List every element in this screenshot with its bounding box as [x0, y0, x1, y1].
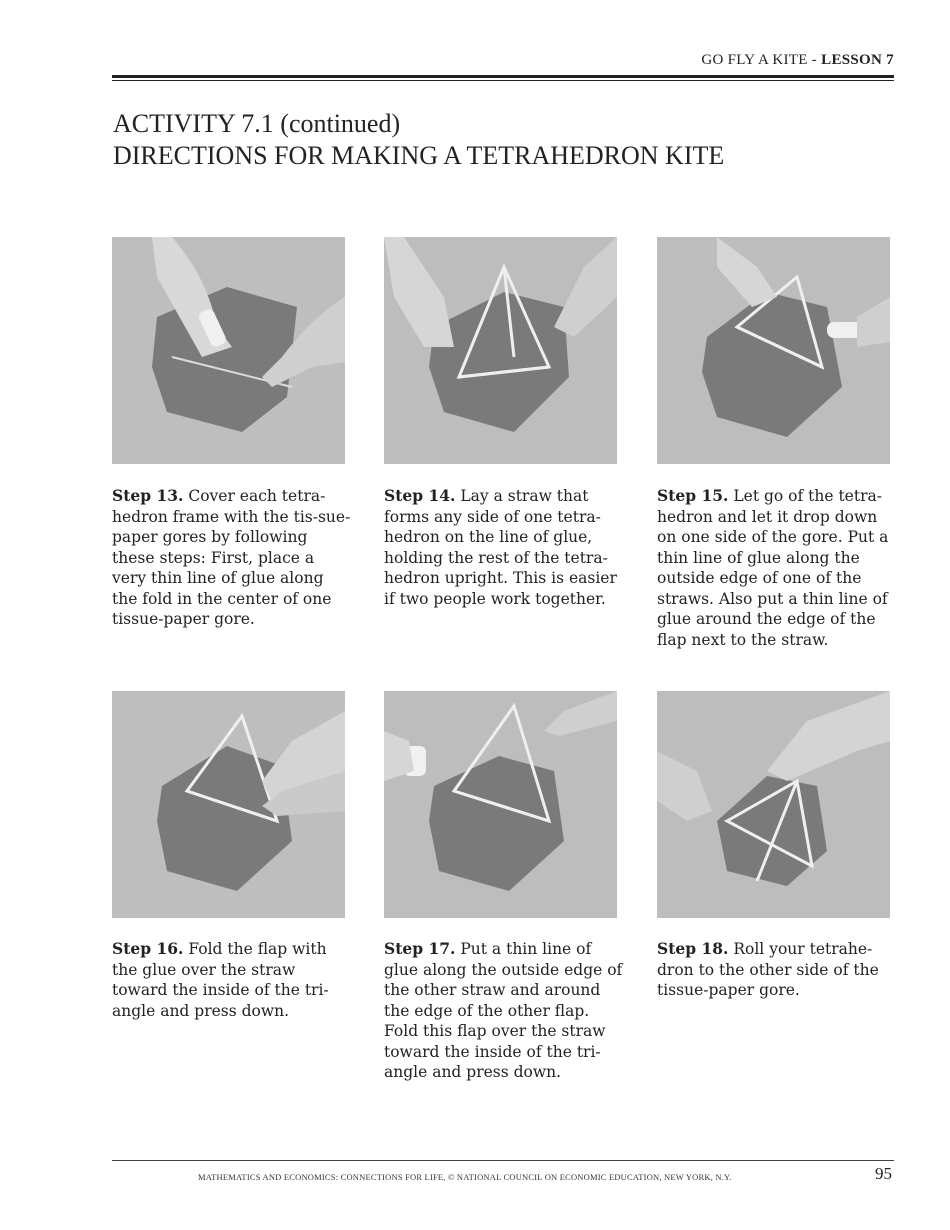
step-15-label: Step 15.: [657, 486, 729, 505]
header-title: GO FLY A KITE -: [701, 52, 822, 68]
step-13-caption: [112, 486, 352, 630]
running-header: [112, 52, 894, 69]
step-17-text: Put a thin line of glue along the outside edge of the other straw and around the edge of the other flap. Fold this flap over the straw toward the inside of the tri-angle and press down.: [384, 940, 623, 1081]
header-rule-thin: [112, 80, 894, 81]
step-16-caption: [112, 939, 352, 1021]
step-14-text: Lay a straw that forms any side of one tetra-hedron on the line of glue, holding the rest of the tetra-hedron upright. This is easier if two people work together.: [384, 487, 617, 608]
page-title: [113, 108, 724, 172]
step-14-caption: [384, 486, 624, 609]
footer-text: MATHEMATICS AND ECONOMICS: CONNECTIONS FOR LIFE, © NATIONAL COUNCIL ON ECONOMIC EDUCATION, NEW YORK, N.Y.: [198, 1172, 732, 1182]
step-15-text: Let go of the tetra-hedron and let it drop down on one side of the gore. Put a thin line of glue along the outside edge of one of the straws. Also put a thin line of glue around the edge of the flap next to the straw.: [657, 487, 889, 649]
title-line-1: ACTIVITY 7.1 (continued): [113, 109, 401, 138]
step-14-photo: [384, 237, 617, 464]
step-16-label: Step 16.: [112, 939, 184, 958]
step-13-label: Step 13.: [112, 486, 184, 505]
step-14-label: Step 14.: [384, 486, 456, 505]
step-17-label: Step 17.: [384, 939, 456, 958]
step-13-photo: [112, 237, 345, 464]
page-number: 95: [875, 1164, 892, 1183]
step-18-text: Roll your tetrahe-dron to the other side of the tissue-paper gore.: [657, 940, 879, 999]
title-line-2: DIRECTIONS FOR MAKING A TETRAHEDRON KITE: [113, 141, 725, 170]
header-lesson: LESSON 7: [821, 52, 894, 68]
step-18-photo: [657, 691, 890, 918]
step-18-label: Step 18.: [657, 939, 729, 958]
step-16-photo: [112, 691, 345, 918]
step-16-text: Fold the flap with the glue over the straw toward the inside of the tri-angle and press down.: [112, 940, 329, 1020]
step-17-photo: [384, 691, 617, 918]
step-13-text: Cover each tetra-hedron frame with the tis-sue-paper gores by following these steps: First, place a very thin line of glue along the fold in the center of one tissue-paper gore.: [112, 487, 351, 628]
step-15-caption: [657, 486, 897, 650]
footer-rule: [112, 1160, 894, 1161]
header-rule-thick: [112, 75, 894, 78]
step-17-caption: [384, 939, 624, 1083]
step-15-photo: [657, 237, 890, 464]
step-18-caption: [657, 939, 897, 1001]
